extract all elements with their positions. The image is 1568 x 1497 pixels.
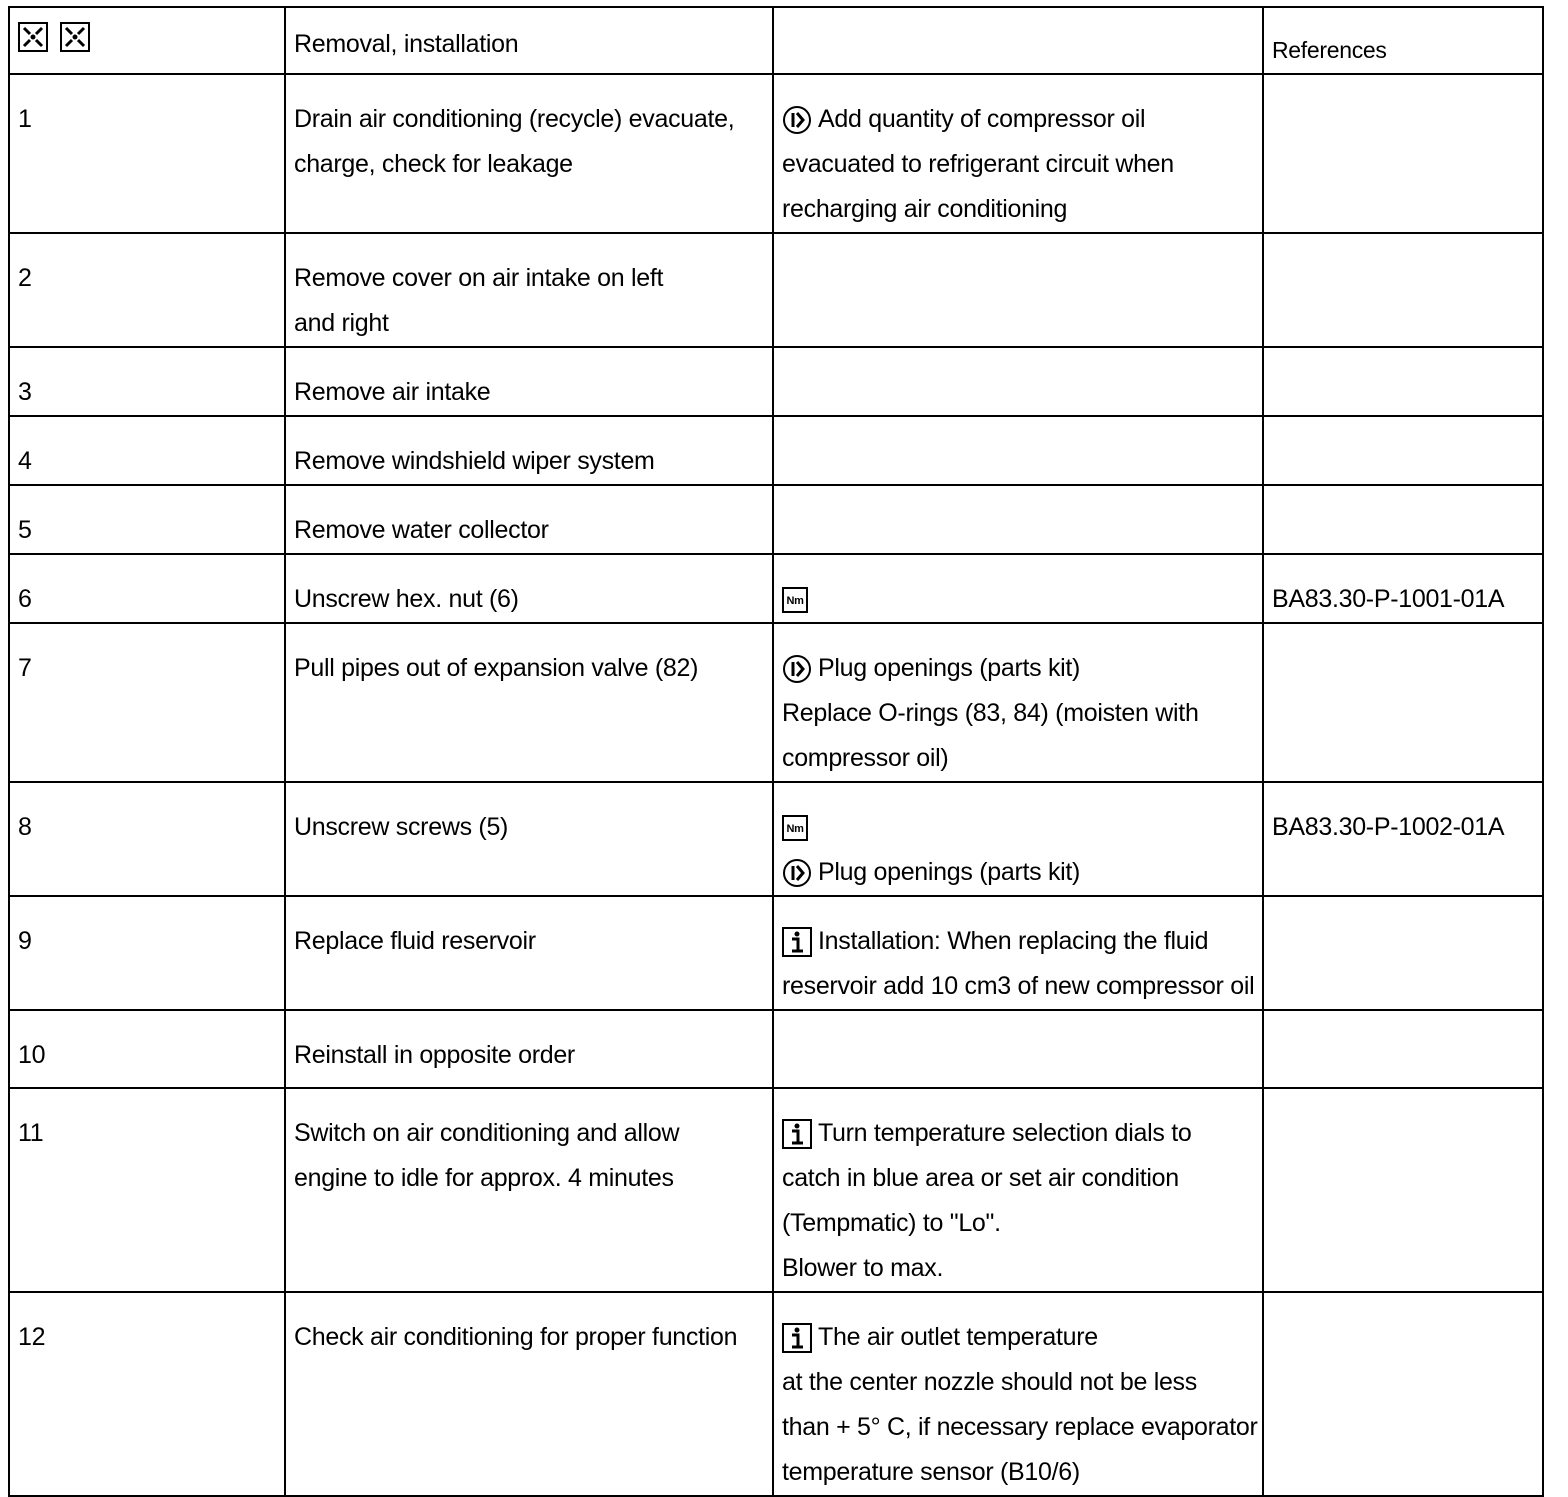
table-row	[9, 485, 1543, 554]
table-row	[9, 782, 1543, 896]
note-text: evacuated to refrigerant circuit when	[782, 150, 1174, 178]
hint-icon	[782, 105, 812, 135]
step-notes	[773, 416, 1263, 485]
step-reference	[1263, 347, 1543, 416]
note-text: temperature sensor (B10/6)	[782, 1458, 1080, 1486]
note-text: Plug openings (parts kit)	[818, 654, 1081, 682]
step-action	[285, 347, 773, 416]
table-row	[9, 347, 1543, 416]
hint-icon	[782, 858, 812, 888]
note-text: Replace O-rings (83, 84) (moisten with	[782, 699, 1199, 727]
step-action	[285, 1010, 773, 1088]
note-line	[782, 646, 1254, 691]
step-number: 5	[9, 485, 285, 554]
step-number: 4	[9, 416, 285, 485]
step-action	[285, 485, 773, 554]
note-line	[782, 1201, 1254, 1246]
step-notes	[773, 623, 1263, 782]
svg-text:Nm: Nm	[786, 823, 804, 836]
header-icons-cell	[9, 7, 285, 74]
note-text: than + 5° C, if necessary replace evaporator	[782, 1413, 1258, 1441]
note-line	[782, 1450, 1254, 1495]
table-row	[9, 1088, 1543, 1292]
header-notes	[773, 7, 1263, 74]
step-action	[285, 1292, 773, 1496]
step-reference	[1263, 623, 1543, 782]
step-notes	[773, 233, 1263, 347]
step-number: 9	[9, 896, 285, 1010]
step-action	[285, 623, 773, 782]
step-notes	[773, 782, 1263, 896]
note-text: (Tempmatic) to "Lo".	[782, 1209, 1001, 1237]
step-number: 12	[9, 1292, 285, 1496]
reference-code: BA83.30-P-1001-01A	[1272, 585, 1505, 613]
action-line: Remove water collector	[294, 516, 549, 544]
torque-nm-icon	[782, 815, 808, 841]
reference-code: BA83.30-P-1002-01A	[1272, 813, 1505, 841]
note-line	[782, 736, 1254, 781]
svg-text:Nm: Nm	[786, 595, 804, 608]
action-line: charge, check for leakage	[294, 150, 573, 178]
step-action	[285, 1088, 773, 1292]
step-reference	[1263, 74, 1543, 233]
info-icon	[782, 1323, 812, 1353]
hint-icon	[782, 654, 812, 684]
action-line: Unscrew hex. nut (6)	[294, 585, 519, 613]
step-reference	[1263, 1010, 1543, 1088]
table-row	[9, 233, 1543, 347]
action-line: engine to idle for approx. 4 minutes	[294, 1164, 674, 1192]
header-removal-installation: Removal, installation	[285, 7, 773, 74]
action-line: Replace fluid reservoir	[294, 927, 536, 955]
action-line: Drain air conditioning (recycle) evacuate,	[294, 105, 735, 133]
screw-tool-icon	[18, 22, 48, 52]
table-row	[9, 74, 1543, 233]
note-line	[782, 1156, 1254, 1201]
step-action	[285, 74, 773, 233]
header-references	[1263, 7, 1543, 74]
note-text: at the center nozzle should not be less	[782, 1368, 1197, 1396]
note-text: Installation: When replacing the fluid	[818, 927, 1209, 955]
action-line: Reinstall in opposite order	[294, 1041, 575, 1069]
step-reference	[1263, 896, 1543, 1010]
header-icons	[18, 22, 276, 52]
step-notes	[773, 485, 1263, 554]
action-line: and right	[294, 309, 389, 337]
note-text: Add quantity of compressor oil	[818, 105, 1146, 133]
table-row	[9, 623, 1543, 782]
step-reference	[1263, 1088, 1543, 1292]
note-text: catch in blue area or set air condition	[782, 1164, 1179, 1192]
step-reference	[1263, 1292, 1543, 1496]
table-row	[9, 1010, 1543, 1088]
step-notes	[773, 347, 1263, 416]
note-line	[782, 142, 1254, 187]
action-line: Remove cover on air intake on left	[294, 264, 664, 292]
action-line: Switch on air conditioning and allow	[294, 1119, 680, 1147]
note-text: The air outlet temperature	[818, 1323, 1098, 1351]
step-action	[285, 554, 773, 623]
info-icon	[782, 927, 812, 957]
step-reference	[1263, 233, 1543, 347]
step-number: 8	[9, 782, 285, 896]
note-line	[782, 850, 1254, 895]
note-line	[782, 1360, 1254, 1405]
step-number: 3	[9, 347, 285, 416]
step-number: 7	[9, 623, 285, 782]
step-number: 2	[9, 233, 285, 347]
note-line	[782, 964, 1254, 1009]
step-number: 11	[9, 1088, 285, 1292]
step-notes	[773, 74, 1263, 233]
action-line: Check air conditioning for proper function	[294, 1323, 738, 1351]
torque-nm-icon	[782, 587, 808, 613]
table-row	[9, 554, 1543, 623]
step-action	[285, 416, 773, 485]
note-line	[782, 577, 1254, 622]
note-text: recharging air conditioning	[782, 195, 1068, 223]
step-number: 1	[9, 74, 285, 233]
action-line: Unscrew screws (5)	[294, 813, 509, 841]
step-action	[285, 896, 773, 1010]
note-line	[782, 187, 1254, 232]
note-text: Blower to max.	[782, 1254, 944, 1282]
step-notes	[773, 896, 1263, 1010]
note-line	[782, 805, 1254, 850]
note-line	[782, 691, 1254, 736]
procedure-table-body	[9, 7, 1543, 1496]
action-line: Remove windshield wiper system	[294, 447, 655, 475]
note-line	[782, 1246, 1254, 1291]
references-label: References	[1272, 37, 1387, 63]
note-text: Plug openings (parts kit)	[818, 858, 1081, 886]
note-line	[782, 97, 1254, 142]
step-action	[285, 233, 773, 347]
note-line	[782, 1111, 1254, 1156]
note-line	[782, 1315, 1254, 1360]
step-number: 10	[9, 1010, 285, 1088]
note-text: compressor oil)	[782, 744, 949, 772]
procedure-table	[8, 6, 1544, 1497]
info-icon	[782, 1119, 812, 1149]
step-reference	[1263, 485, 1543, 554]
action-line: Remove air intake	[294, 378, 491, 406]
step-action	[285, 782, 773, 896]
action-line: Pull pipes out of expansion valve (82)	[294, 654, 699, 682]
step-notes	[773, 1292, 1263, 1496]
table-row	[9, 896, 1543, 1010]
step-reference	[1263, 416, 1543, 485]
screw-tool-icon	[60, 22, 90, 52]
table-row	[9, 1292, 1543, 1496]
note-line	[782, 919, 1254, 964]
table-header-row	[9, 7, 1543, 74]
note-text: reservoir add 10 cm3 of new compressor oil	[782, 972, 1255, 1000]
note-text: Turn temperature selection dials to	[818, 1119, 1192, 1147]
table-row	[9, 416, 1543, 485]
step-notes	[773, 554, 1263, 623]
step-reference	[1263, 782, 1543, 896]
step-notes	[773, 1010, 1263, 1088]
step-notes	[773, 1088, 1263, 1292]
step-reference	[1263, 554, 1543, 623]
step-number: 6	[9, 554, 285, 623]
note-line	[782, 1405, 1258, 1450]
